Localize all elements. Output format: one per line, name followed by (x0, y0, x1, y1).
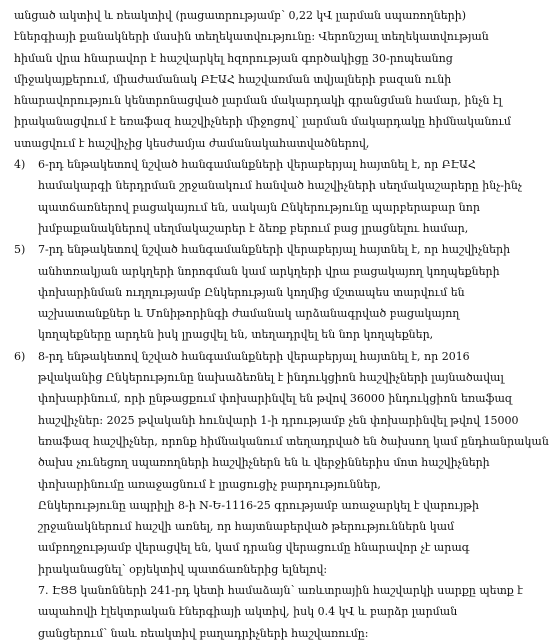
text-line: 8-րդ ենթակետով նշված հանգամանքների վերաբերյալ հայտնել է, որ 2016 (38, 349, 470, 363)
text-line: փոխարինման ուղղությամբ Ընկերության կողմից մշտապես տարվում են (38, 285, 465, 299)
list-item-number: 6) (14, 349, 26, 363)
list-item (14, 346, 549, 580)
text-line: անցած ակտիվ և ռեակտիվ (րացատրությամբ՝ 0,22 կՎ լարման սպառողների) (14, 9, 467, 22)
text-line: 7-րդ ենթակետով նշված հանգամանքների վերաբերյալ հայտնել է, որ հաշվիչների (38, 243, 511, 257)
list-item-text (38, 154, 522, 239)
list-item-text (38, 239, 510, 345)
text-line: թվականից Ընկերությունը նախաձեռնել է ինդուկցիոն հաշվիչների լայնածավալ (38, 371, 504, 385)
intro-paragraph (14, 5, 511, 154)
text-line: Ընկերությունը ապրիլի 8-ի N-Ե-1116-25 գրությամբ առաջարկել է վարույթի (38, 498, 479, 512)
text-line: խմբաքանակներով սեղմակաշարեր է ձեռք բերում բաց լրացնելու համար, (38, 221, 469, 235)
list-item (14, 239, 511, 345)
text-line: կողպեքները արդեն իսկ լրացվել են, տեղադրվել են նոր կողպեքներ, (38, 328, 434, 342)
text-line: 6-րդ ենթակետով նշված հանգամանքների վերաբերյալ հայտնել է, որ ԲԷԱՀ (38, 158, 476, 172)
text-line: եռաֆազ հաշվիչներ, որոնք հիմնականում տեղադրված են ծախսող կամ ընդհանրական (38, 434, 549, 448)
text-line: պատճառներով բացակայում են, սակայն Ընկերությունը պարբերաբար նոր (38, 200, 480, 214)
list-item (14, 154, 522, 239)
closing-paragraph (14, 580, 523, 644)
text-line: փոխարինումը առաջացնում է լրացուցիչ բարդություններ, (38, 477, 381, 491)
text-line: անհտռակյան արկղերի նորոգման կամ արկղերի վրա բացակայող կողպեքների (38, 264, 500, 278)
text-line: 7. ԷՑՑ կանոնների 241-րդ կետի համաձայն՝ առևտրային հաշվարկի սարքը պետք է (38, 584, 523, 598)
list-item-text (38, 346, 549, 580)
text-line: ստացվում է հաշվիչից կեսժամյա ժամանակահատվածներով, (14, 136, 370, 150)
list-item-number: 5) (14, 243, 26, 257)
text-line: ամբողջությամբ վերացվել են, կամ դրանց վերացումը հնարավոր չէ արագ (38, 541, 470, 555)
text-line: շրջանակներում հաշվի առնել, որ հայտնաբերված թերություններն կամ (38, 520, 455, 534)
text-line: աշխատանքներ և Մոնիթորինգի ժամանակ արձանագրված բացակայող (38, 307, 460, 321)
text-line: հիման վրա հնարավոր է հաշվարկել հզորության գործակիցը 30-րոպեանոց (14, 51, 453, 65)
text-line: էներգիայի քանակների մասին տեղեկատվությունը: Վերոնշյալ տեղեկատվության (14, 30, 489, 44)
text-line: փոխարինում, որի ընթացքում փոխարինվել են թվով 36000 ինդուկցիոն եռաֆազ (38, 392, 513, 406)
text-line: հաշվիչներ: 2025 թվականի հունվարի 1-ի դրությամբ չեն փոխարինվել թվով 15000 (38, 413, 519, 427)
text-line: իրականացվում է եռաֆազ հաշվիչների միջոցով՝ լարման մակարդակը հիմնականում (14, 115, 511, 129)
text-line: համակարգի ներդրման շրջանակում հանված հաշվիչների սեղմակաշարերը ինչ-ինչ (38, 179, 522, 193)
text-line: ցանցերում՝ նաև ռեակտիվ բաղադրիչների հաշվառումը: (38, 626, 369, 640)
text-line: ապահովի էլեկտրական էներգիայի ակտիվ, իսկ 0.4 կՎ և բարձր լարման (38, 605, 458, 619)
text-line: իրականացնել՝ օբյեկտիվ պատճառներից ելնելով: (38, 562, 328, 576)
text-line: ծախս չունեցող սպառողների հաշվիչներն են և վերջիններիս մոտ հաշվիչների (38, 456, 490, 470)
text-line: միջակայքերում, միաժամանակ ԲԷԱՀ հաշվառման տվյալների բազան ունի (14, 72, 452, 86)
text-line: հնարավորություն կենտրոնացված լարման մակարդակի գրանցման համար, ինչն էլ (14, 94, 502, 108)
list-item-number: 4) (14, 158, 26, 172)
